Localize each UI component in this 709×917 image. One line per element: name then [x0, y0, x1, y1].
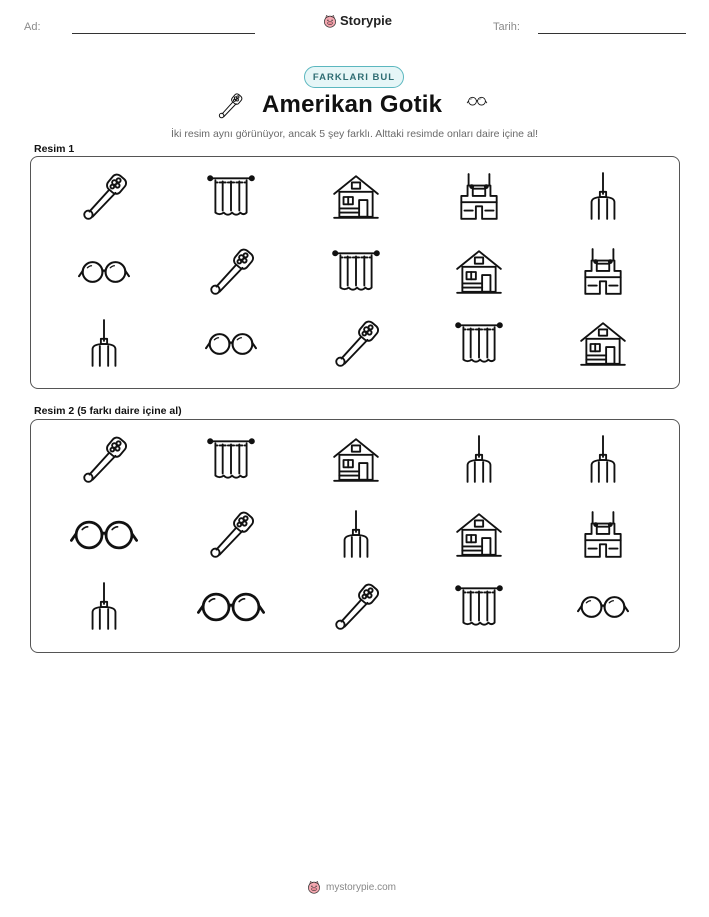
safety-pin-icon: [330, 318, 382, 370]
picture-2-panel[interactable]: [30, 419, 680, 653]
footer-site: mystorypie.com: [326, 881, 397, 893]
safety-pin-icon[interactable]: [330, 581, 382, 633]
pitchfork-icon: [78, 318, 130, 370]
page-title: Amerikan Gotik: [262, 91, 443, 118]
overalls-icon[interactable]: [577, 509, 629, 561]
pig-logo-icon: [307, 880, 321, 894]
date-line[interactable]: [538, 33, 686, 34]
brand-logo: [323, 13, 392, 28]
curtain-icon: [453, 318, 505, 370]
glasses-icon: [78, 246, 130, 298]
instructions: İki resim aynı görünüyor, ancak 5 şey farklı. Alttaki resimde onları daire içine al!: [170, 128, 539, 140]
overalls-icon: [453, 171, 505, 223]
pitchfork-icon: [577, 171, 629, 223]
curtain-icon: [205, 171, 257, 223]
panel-1-label: Resim 1: [34, 143, 75, 155]
footer: [307, 880, 396, 894]
glasses-large-icon[interactable]: [197, 573, 265, 641]
safety-pin-icon[interactable]: [78, 434, 130, 486]
overalls-icon: [577, 246, 629, 298]
curtain-icon: [330, 246, 382, 298]
panel-2-label: Resim 2 (5 farkı daire içine al): [34, 405, 182, 417]
glasses-large-icon[interactable]: [70, 501, 138, 569]
name-line[interactable]: [72, 33, 255, 34]
pitchfork-icon[interactable]: [453, 434, 505, 486]
pig-logo-icon: [323, 14, 337, 28]
safety-pin-icon[interactable]: [205, 509, 257, 561]
curtain-icon[interactable]: [205, 434, 257, 486]
picture-1-panel: [30, 156, 680, 389]
pitchfork-icon[interactable]: [577, 434, 629, 486]
glasses-icon: [462, 95, 492, 117]
safety-pin-icon: [205, 246, 257, 298]
curtain-icon[interactable]: [453, 581, 505, 633]
house-icon: [577, 318, 629, 370]
house-icon[interactable]: [453, 509, 505, 561]
activity-badge: FARKLARI BUL: [304, 66, 404, 88]
pitchfork-icon[interactable]: [78, 581, 130, 633]
safety-pin-icon: [216, 92, 244, 120]
glasses-icon: [205, 318, 257, 370]
date-label: Tarih:: [493, 21, 520, 33]
house-icon[interactable]: [330, 434, 382, 486]
safety-pin-icon: [78, 171, 130, 223]
house-icon: [453, 246, 505, 298]
brand-name: Storypie: [340, 13, 393, 28]
name-label: Ad:: [24, 21, 41, 33]
pitchfork-icon[interactable]: [330, 509, 382, 561]
house-icon: [330, 171, 382, 223]
glasses-icon[interactable]: [577, 581, 629, 633]
